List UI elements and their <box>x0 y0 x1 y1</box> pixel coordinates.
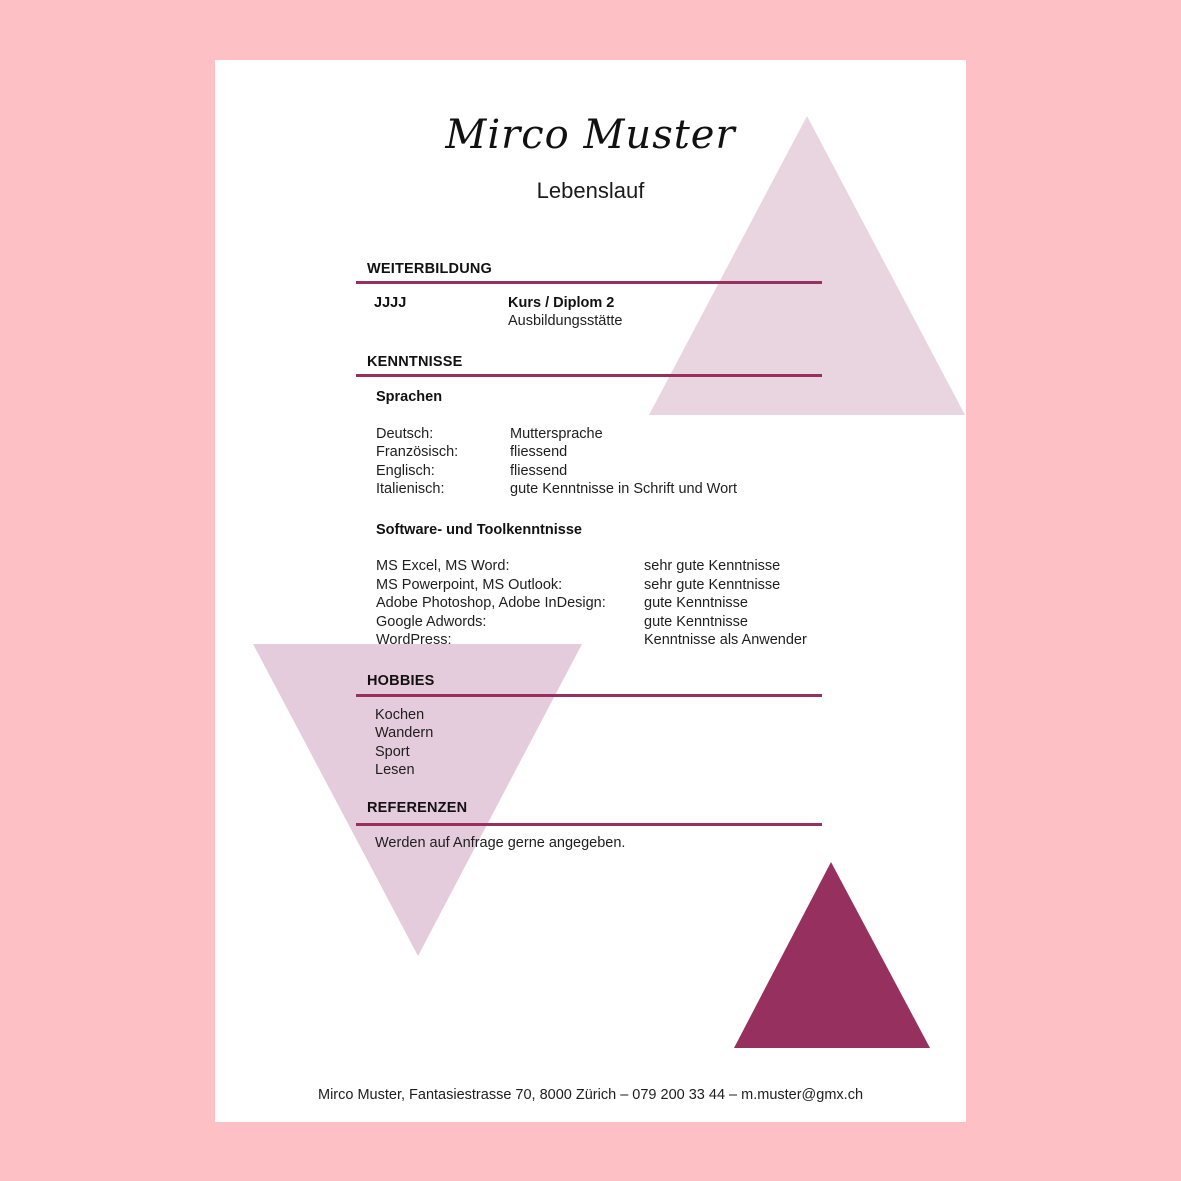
section-divider <box>356 281 822 284</box>
language-name: Italienisch: <box>376 481 445 497</box>
hobby-item: Wandern <box>375 725 434 741</box>
hobby-item: Sport <box>375 744 410 760</box>
hobby-item: Kochen <box>375 707 425 723</box>
language-name: Deutsch: <box>376 426 434 442</box>
education-year: JJJJ <box>374 295 407 311</box>
education-institution: Ausbildungsstätte <box>508 313 623 329</box>
languages-heading: Sprachen <box>376 389 443 405</box>
software-name: WordPress: <box>376 632 452 648</box>
language-name: Englisch: <box>376 463 435 479</box>
software-name: MS Excel, MS Word: <box>376 558 510 574</box>
section-heading-weiterbildung: WEITERBILDUNG <box>367 261 493 277</box>
document-title: Lebenslauf <box>536 178 645 203</box>
language-level: fliessend <box>510 444 568 460</box>
software-name: MS Powerpoint, MS Outlook: <box>376 577 563 593</box>
section-heading-hobbies: HOBBIES <box>367 673 435 689</box>
software-level: gute Kenntnisse <box>644 595 748 611</box>
software-level: gute Kenntnisse <box>644 614 748 630</box>
language-level: gute Kenntnisse in Schrift und Wort <box>510 481 738 497</box>
decorative-triangles <box>215 60 966 1122</box>
language-level: Muttersprache <box>510 426 603 442</box>
section-heading-referenzen: REFERENZEN <box>367 800 468 816</box>
section-divider <box>356 374 822 377</box>
section-divider <box>356 823 822 826</box>
software-name: Adobe Photoshop, Adobe InDesign: <box>376 595 606 611</box>
triangle-bottom-right <box>734 862 930 1048</box>
education-title: Kurs / Diplom 2 <box>508 295 615 311</box>
hobby-item: Lesen <box>375 762 415 778</box>
triangle-top-right <box>649 116 965 415</box>
language-name: Französisch: <box>376 444 459 460</box>
software-level: Kenntnisse als Anwender <box>644 632 807 648</box>
software-name: Google Adwords: <box>376 614 487 630</box>
software-level: sehr gute Kenntnisse <box>644 577 781 593</box>
applicant-name: Mirco Muster <box>445 112 736 158</box>
section-divider <box>356 694 822 697</box>
contact-footer: Mirco Muster, Fantasiestrasse 70, 8000 Zürich – 079 200 33 44 – m.muster@gmx.ch <box>317 1087 864 1103</box>
resume-page <box>215 60 966 1122</box>
language-level: fliessend <box>510 463 568 479</box>
software-heading: Software- und Toolkenntnisse <box>376 522 582 538</box>
section-heading-kenntnisse: KENNTNISSE <box>367 354 463 370</box>
software-level: sehr gute Kenntnisse <box>644 558 781 574</box>
references-text: Werden auf Anfrage gerne angegeben. <box>375 835 626 851</box>
